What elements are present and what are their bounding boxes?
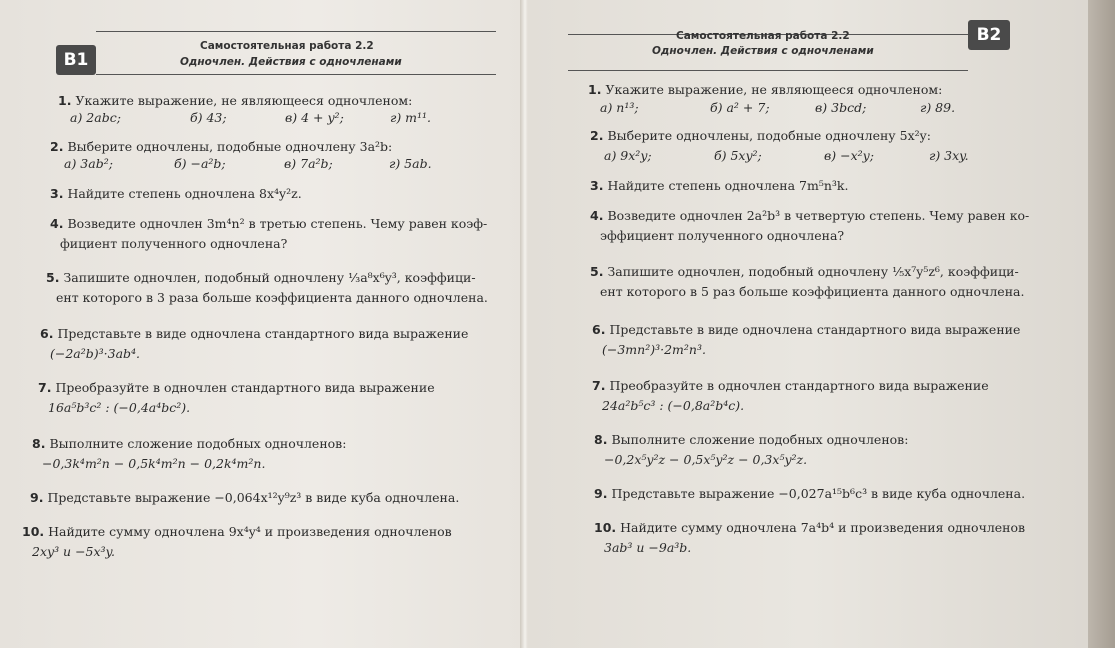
task-1 (588, 80, 942, 100)
task-text-continued: −0,3k⁴m²n − 0,5k⁴m²n − 0,2k⁴m²n. (42, 456, 266, 471)
task-text: Укажите выражение, не являющееся одночленом: (605, 82, 943, 97)
task-5 (590, 262, 1024, 302)
task-text-continued: (−2a²b)³·3ab⁴. (50, 346, 141, 361)
work-subtitle: Одночлен. Действия с одночленами (180, 56, 402, 68)
task-8 (594, 430, 908, 470)
page-variant-1 (0, 0, 522, 648)
header-rule-top (96, 31, 496, 32)
task-text: Представьте выражение −0,064x¹²y⁹z³ в виде куба одночлена. (47, 490, 460, 505)
task-number: 9. (30, 490, 44, 505)
task-text: Найдите степень одночлена 7m⁵n³k. (607, 178, 849, 193)
task-number: 7. (38, 380, 52, 395)
task-text: Возведите одночлен 3m⁴n² в третью степень. Чему равен коэф- (67, 216, 488, 231)
task-text: Выполните сложение подобных одночленов: (611, 432, 909, 447)
task-6 (592, 320, 1020, 360)
task-text: Представьте выражение −0,027a¹⁵b⁶c³ в виде куба одночлена. (611, 486, 1026, 501)
task-2-options (64, 156, 504, 176)
task-text: Преобразуйте в одночлен стандартного вида выражение (55, 380, 435, 395)
task-text: Укажите выражение, не являющееся одночленом: (75, 93, 413, 108)
option-a: а) 2abc; (70, 110, 121, 125)
task-text: Запишите одночлен, подобный одночлену ⅕x⁷y⁵z⁶, коэффици- (607, 264, 1019, 279)
task-number: 8. (594, 432, 608, 447)
task-number: 10. (22, 524, 45, 539)
task-text: Найдите сумму одночлена 7a⁴b⁴ и произведения одночленов (620, 520, 1026, 535)
option-g: г) m¹¹. (390, 110, 432, 125)
task-7 (592, 376, 989, 416)
option-b: б) a² + 7; (710, 100, 770, 115)
work-title: Самостоятельная работа 2.2 (676, 30, 850, 42)
task-number: 5. (46, 270, 60, 285)
task-8 (32, 434, 346, 474)
task-text: Выберите одночлены, подобные одночлену 3a²b: (67, 139, 393, 154)
task-text-continued: фициент полученного одночлена? (60, 236, 288, 251)
task-text-continued: 2xy³ и −5x³y. (32, 544, 115, 559)
task-number: 2. (50, 139, 64, 154)
task-9 (30, 488, 459, 508)
task-text-continued: 3ab³ и −9a³b. (604, 540, 692, 555)
task-number: 9. (594, 486, 608, 501)
work-title: Самостоятельная работа 2.2 (200, 40, 374, 52)
task-text-continued: ент которого в 3 раза больше коэффициента данного одночлена. (56, 290, 488, 305)
variant-badge: B2 (968, 20, 1010, 50)
task-10 (22, 522, 452, 562)
option-a: а) 3ab²; (64, 156, 113, 171)
book-edge (1088, 0, 1115, 648)
task-2 (50, 137, 392, 157)
task-2 (590, 126, 931, 146)
task-text: Представьте в виде одночлена стандартного вида выражение (609, 322, 1021, 337)
task-4 (50, 214, 487, 254)
task-6 (40, 324, 468, 364)
task-number: 1. (58, 93, 72, 108)
task-1 (58, 91, 412, 111)
task-text-continued: 24a²b⁵c³ : (−0,8a²b⁴c). (602, 398, 745, 413)
task-number: 2. (590, 128, 604, 143)
option-v: в) 4 + y²; (285, 110, 344, 125)
option-b: б) −a²b; (174, 156, 226, 171)
option-a: а) n¹³; (600, 100, 639, 115)
task-text: Найдите степень одночлена 8x⁴y²z. (67, 186, 302, 201)
task-10 (594, 518, 1025, 558)
task-text: Выберите одночлены, подобные одночлену 5x²y: (607, 128, 931, 143)
task-number: 4. (50, 216, 64, 231)
task-number: 8. (32, 436, 46, 451)
work-subtitle: Одночлен. Действия с одночленами (652, 45, 874, 57)
header-rule-bottom (96, 74, 496, 75)
option-g: г) 89. (920, 100, 956, 115)
task-text-continued: эффициент полученного одночлена? (600, 228, 845, 243)
task-3 (590, 176, 848, 196)
option-v: в) −x²y; (824, 148, 874, 163)
task-text: Выполните сложение подобных одночленов: (49, 436, 347, 451)
task-number: 10. (594, 520, 617, 535)
task-2-options (604, 148, 1064, 168)
option-v: в) 7a²b; (284, 156, 333, 171)
task-number: 6. (40, 326, 54, 341)
task-text: Представьте в виде одночлена стандартного вида выражение (57, 326, 469, 341)
option-a: а) 9x²y; (604, 148, 652, 163)
task-1-options (70, 110, 510, 130)
task-number: 7. (592, 378, 606, 393)
task-7 (38, 378, 435, 418)
task-number: 1. (588, 82, 602, 97)
option-v: в) 3bcd; (815, 100, 867, 115)
task-3 (50, 184, 302, 204)
task-text-continued: (−3mn²)³·2m²n³. (602, 342, 706, 357)
task-text: Запишите одночлен, подобный одночлену ⅓a⁸x⁶y³, коэффици- (63, 270, 476, 285)
task-9 (594, 484, 1025, 504)
task-text: Найдите сумму одночлена 9x⁴y⁴ и произведения одночленов (48, 524, 452, 539)
task-number: 3. (50, 186, 64, 201)
task-number: 4. (590, 208, 604, 223)
header-rule-bottom (568, 70, 968, 71)
variant-badge: B1 (56, 45, 96, 75)
task-text-continued: ент которого в 5 раз больше коэффициента данного одночлена. (600, 284, 1025, 299)
page-variant-2 (528, 0, 1088, 648)
option-b: б) 43; (190, 110, 227, 125)
option-g: г) 5ab. (389, 156, 432, 171)
task-1-options (600, 100, 1060, 120)
option-g: г) 3xy. (929, 148, 969, 163)
task-number: 6. (592, 322, 606, 337)
task-number: 5. (590, 264, 604, 279)
task-text: Преобразуйте в одночлен стандартного вида выражение (609, 378, 989, 393)
task-number: 3. (590, 178, 604, 193)
task-4 (590, 206, 1029, 246)
task-5 (46, 268, 488, 308)
option-b: б) 5xy²; (714, 148, 762, 163)
task-text-continued: −0,2x⁵y²z − 0,5x⁵y²z − 0,3x⁵y²z. (604, 452, 808, 467)
task-text-continued: 16a⁵b³c² : (−0,4a⁴bc²). (48, 400, 191, 415)
task-text: Возведите одночлен 2a²b³ в четвертую степень. Чему равен ко- (607, 208, 1030, 223)
